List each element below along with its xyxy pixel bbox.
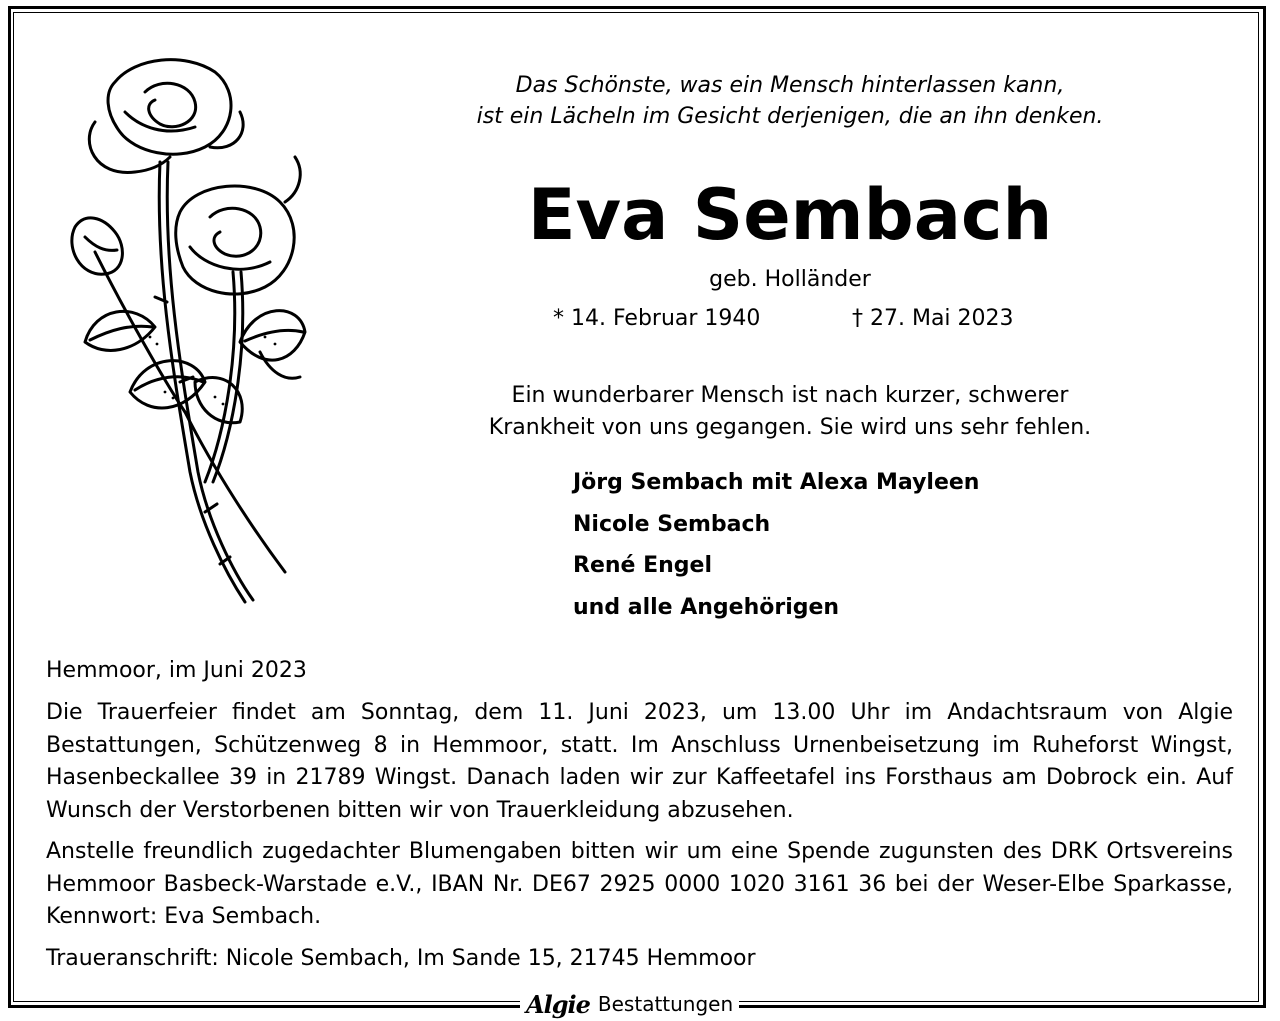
mourner-name: und alle Angehörigen	[573, 594, 840, 620]
deceased-name: Eva Sembach	[527, 174, 1053, 256]
rose-icon	[55, 52, 315, 612]
mourner-name: Jörg Sembach mit Alexa Mayleen	[573, 470, 980, 495]
memorial-quote	[430, 70, 1150, 132]
birth-date: * 14. Februar 1940	[553, 306, 761, 331]
maiden-name: geb. Holländer	[709, 267, 871, 292]
quote-line: Das Schönste, was ein Mensch hinterlassen kann,	[515, 73, 1065, 98]
message-line: Ein wunderbarer Mensch ist nach kurzer, schwerer	[511, 383, 1069, 408]
farewell-message	[430, 380, 1150, 444]
quote-line: ist ein Lächeln im Gesicht derjenigen, die an ihn denken.	[476, 104, 1104, 129]
funeral-home-logo	[520, 989, 739, 1019]
mourner-name: Nicole Sembach	[573, 511, 771, 537]
mourner-name: René Engel	[573, 553, 713, 578]
donation-request: Anstelle freundlich zugedachter Blumengaben bitten wir um eine Spende zugunsten des DRK Ortsvereins Hemmoor Basbeck-Warstade e.V., IBAN Nr. DE67 2925 0000 1020 3161 36 bei der Weser-Elbe Sparkasse, Kennwort: Eva Sembach.	[46, 839, 1233, 929]
place-date: Hemmoor, im Juni 2023	[46, 658, 307, 683]
logo-text: Bestattungen	[597, 992, 734, 1016]
mourners-list	[573, 462, 979, 628]
logo-brand: Algie	[526, 989, 590, 1019]
funeral-details: Die Trauerfeier findet am Sonntag, dem 11. Juni 2023, um 13.00 Uhr im Andachtsraum von Algie Bestattungen, Schützenweg 8 in Hemmoor, statt. Im Anschluss Urnenbeisetzung im Ruheforst Wingst, Hasenbeckallee 39 in 21789 Wingst. Danach laden wir zur Kaffeetafel ins Forsthaus am Dobrock ein. Auf Wunsch der Verstorbenen bitten wir von Trauerkleidung abzusehen.	[46, 700, 1233, 823]
mourning-address: Traueranschrift: Nicole Sembach, Im Sande 15, 21745 Hemmoor	[46, 946, 756, 971]
death-date: † 27. Mai 2023	[852, 306, 1014, 331]
message-line: Krankheit von uns gegangen. Sie wird uns sehr fehlen.	[488, 415, 1092, 440]
